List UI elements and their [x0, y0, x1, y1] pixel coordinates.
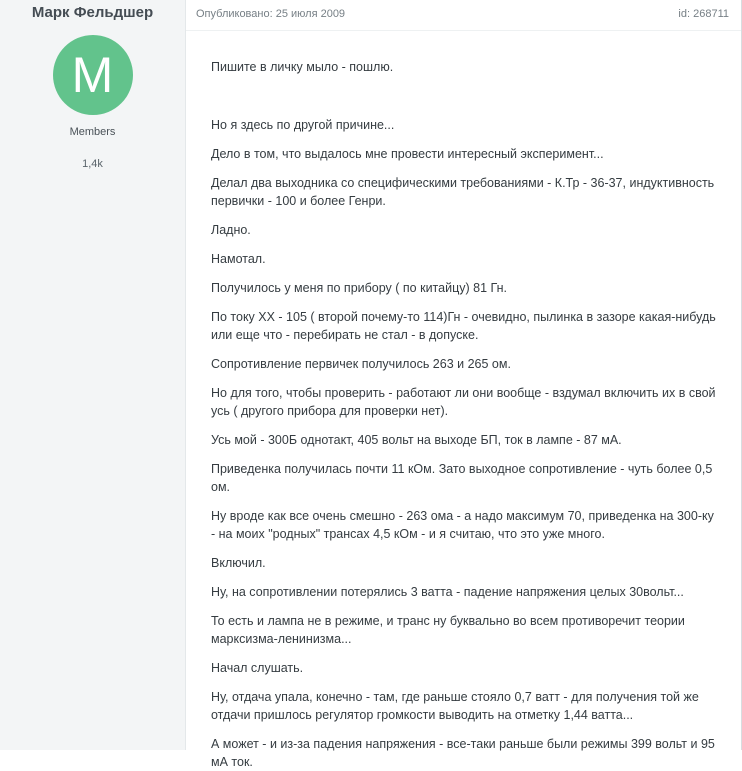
- user-group: Members: [69, 126, 116, 138]
- post-date: Опубликовано: 25 июля 2009: [196, 8, 346, 20]
- user-avatar[interactable]: [53, 35, 133, 115]
- post-paragraph: Но я здесь по другой причине...: [211, 118, 395, 132]
- post-meta: [186, 0, 741, 31]
- post-paragraph: По току ХХ - 105 ( второй почему-то 114)Гн - очевидно, пылинка в зазоре какая-нибудь или еще что - перебирать не стал - в допуске.: [211, 310, 716, 342]
- post-paragraph: Намотал.: [211, 252, 266, 266]
- post-paragraph: Получилось у меня по прибору ( по китайцу) 81 Гн.: [211, 281, 507, 295]
- post-paragraph: Приведенка получилась почти 11 кОм. Зато выходное сопротивление - чуть более 0,5 ом.: [211, 462, 713, 494]
- author-name-link[interactable]: Марк Фельдшер: [31, 4, 154, 21]
- post-id-link[interactable]: id: 268711: [678, 8, 729, 20]
- post-paragraph: Усь мой - 300Б однотакт, 405 вольт на выходе БП, ток в лампе - 87 мА.: [211, 433, 622, 447]
- reputation-count: 1,4k: [82, 158, 103, 170]
- post-paragraph: Но для того, чтобы проверить - работают ли они вообще - вздумал включить их в свой усь ( другого прибора для проверки нет).: [211, 386, 716, 418]
- post-paragraph: А может - и из-за падения напряжения - все-таки раньше были режимы 399 вольт и 95 мА ток.: [211, 737, 715, 769]
- post-paragraph: Начал слушать.: [211, 661, 304, 675]
- post-paragraph: Пишите в личку мыло - пошлю.: [211, 60, 394, 74]
- post-paragraph: Дело в том, что выдалось мне провести интересный эксперимент...: [211, 147, 604, 161]
- post-body: [186, 31, 741, 771]
- post-content: [186, 0, 741, 769]
- avatar-letter: M: [71, 47, 114, 103]
- post-paragraph: Ну вроде как все очень смешно - 263 ома - а надо максимум 70, приведенка на 300-ку - на моих "родных" трансах 4,5 кОм - и я считаю, что это уже много.: [211, 509, 714, 541]
- post-paragraph: Делал два выходника со специфическими требованиями - К.Тр - 36-37, индуктивность первички - 100 и более Генри.: [211, 176, 715, 208]
- post-paragraph: Ладно.: [211, 223, 251, 237]
- post-paragraph: То есть и лампа не в режиме, и транс ну буквально во всем противоречит теории марксизма-ленинизма...: [211, 614, 685, 646]
- post-paragraph: Включил.: [211, 556, 266, 570]
- post-paragraph: Ну, на сопротивлении потерялись 3 ватта - падение напряжения целых 30вольт...: [211, 585, 684, 599]
- post-paragraph: Ну, отдача упала, конечно - там, где раньше стояло 0,7 ватт - для получения той же отдачи пришлось регулятор громкости выводить на отметку 1,44 ватта...: [211, 690, 699, 722]
- post-paragraph: Сопротивление первичек получилось 263 и 265 ом.: [211, 357, 511, 371]
- author-panel: [0, 0, 186, 750]
